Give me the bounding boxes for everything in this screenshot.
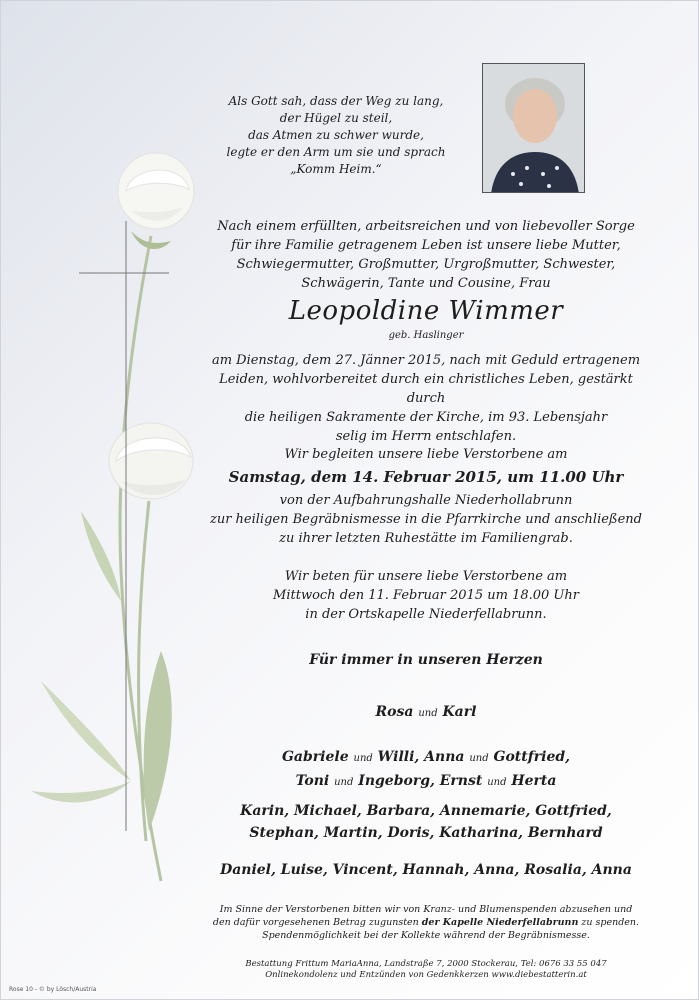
intro-text — [201, 217, 651, 293]
undertaker-line: Onlinekondolenz und Entzünden von Gedenkkerzen www.diebestatterin.at — [265, 970, 587, 980]
funeral-detail-line: von der Aufbahrungshalle Niederhollabrunn — [279, 493, 573, 508]
deceased-name: Leopoldine Wimmer — [288, 296, 564, 326]
notice-line: Spendenmöglichkeit bei der Kollekte während der Begräbnismesse. — [262, 930, 590, 941]
family-name: Rosa — [375, 704, 414, 720]
notice-line: Im Sinne der Verstorbenen bitten wir von Kranz- und Blumenspenden abzusehen und — [219, 904, 633, 915]
family-name: Toni — [295, 773, 330, 789]
poem-line: das Atmen zu schwer wurde, — [248, 128, 424, 142]
und-word: und — [469, 753, 489, 764]
great-grandchildren: Daniel, Luise, Vincent, Hannah, Anna, Rosalia, Anna — [220, 862, 632, 878]
family-row — [201, 770, 651, 794]
notice-line — [201, 916, 651, 929]
portrait-image — [483, 64, 585, 193]
prayer-text — [201, 567, 651, 624]
birth-name: geb. Haslinger — [388, 330, 464, 341]
prayer-line: Wir beten für unsere liebe Verstorbene am — [284, 569, 568, 584]
template-credit: Rose 10 - © by Lösch/Austria — [9, 986, 97, 993]
und-word: und — [353, 753, 373, 764]
undertaker-line: Bestattung Frittum MariaAnna, Landstraße 7, 2000 Stockerau, Tel: 0676 33 55 047 — [245, 959, 607, 969]
intro-line: für ihre Familie getragenem Leben ist unsere liebe Mutter, — [231, 238, 621, 253]
poem-line: „Komm Heim.“ — [290, 162, 382, 176]
funeral-date: Samstag, dem 14. Februar 2015, um 11.00 Uhr — [228, 468, 624, 486]
grandchildren — [201, 800, 651, 844]
intro-line: Schwiegermutter, Großmutter, Urgroßmutter, Schwester, — [236, 257, 616, 272]
family-children-row-1 — [201, 701, 651, 725]
undertaker-info — [201, 959, 651, 981]
family-name: Gabriele — [281, 749, 349, 765]
poem — [206, 93, 466, 178]
death-line: Leiden, wohlvorbereitet durch ein christliches Leben, gestärkt durch — [219, 372, 633, 406]
und-word: und — [334, 777, 354, 788]
family-name: Herta — [511, 773, 557, 789]
poem-line: Als Gott sah, dass der Weg zu lang, — [228, 94, 444, 108]
family-name: Willi, Anna — [377, 749, 465, 765]
funeral-detail-line: zur heiligen Begräbnismesse in die Pfarrkirche und anschließend — [209, 512, 643, 527]
intro-line: Nach einem erfüllten, arbeitsreichen und von liebevoller Sorge — [217, 219, 635, 234]
family-children-rows — [201, 746, 651, 794]
poem-line: der Hügel zu steil, — [279, 111, 393, 125]
portrait-photo — [482, 63, 585, 193]
prayer-line: in der Ortskapelle Niederfellabrunn. — [305, 607, 547, 622]
notice-beneficiary: der Kapelle Niederfellabrunn — [421, 917, 579, 928]
death-line: selig im Herrn entschlafen. — [335, 429, 517, 444]
und-word: und — [418, 708, 438, 719]
funeral-detail-line: zu ihrer letzten Ruhestätte im Familiengrab. — [279, 531, 573, 546]
funeral-intro: Wir begleiten unsere liebe Verstorbene am — [284, 447, 568, 462]
family-name: Ingeborg, Ernst — [358, 773, 483, 789]
prayer-line: Mittwoch den 11. Februar 2015 um 18.00 Uhr — [273, 588, 579, 603]
poem-line: legte er den Arm um sie und sprach — [226, 145, 446, 159]
death-line: am Dienstag, dem 27. Jänner 2015, nach mit Geduld ertragenem — [211, 353, 641, 368]
notice-text: den dafür vorgesehenen Betrag zugunsten — [212, 917, 422, 928]
grandchildren-line: Stephan, Martin, Doris, Katharina, Bernhard — [249, 825, 603, 841]
grandchildren-line: Karin, Michael, Barbara, Annemarie, Gottfried, — [240, 803, 612, 819]
white-roses-illustration — [21, 141, 221, 901]
death-text — [201, 351, 651, 446]
rose-bottom-icon — [109, 423, 193, 499]
family-name: Karl — [442, 704, 477, 720]
rose-top-icon — [118, 153, 194, 229]
donation-notice — [201, 903, 651, 942]
funeral-details — [201, 491, 651, 548]
motto: Für immer in unseren Herzen — [309, 652, 543, 668]
family-name: Gottfried, — [493, 749, 571, 765]
und-word: und — [487, 777, 507, 788]
intro-line: Schwägerin, Tante und Cousine, Frau — [301, 276, 551, 291]
notice-text: zu spenden. — [578, 917, 640, 928]
family-row — [201, 746, 651, 770]
death-line: die heiligen Sakramente der Kirche, im 93. Lebensjahr — [244, 410, 608, 425]
